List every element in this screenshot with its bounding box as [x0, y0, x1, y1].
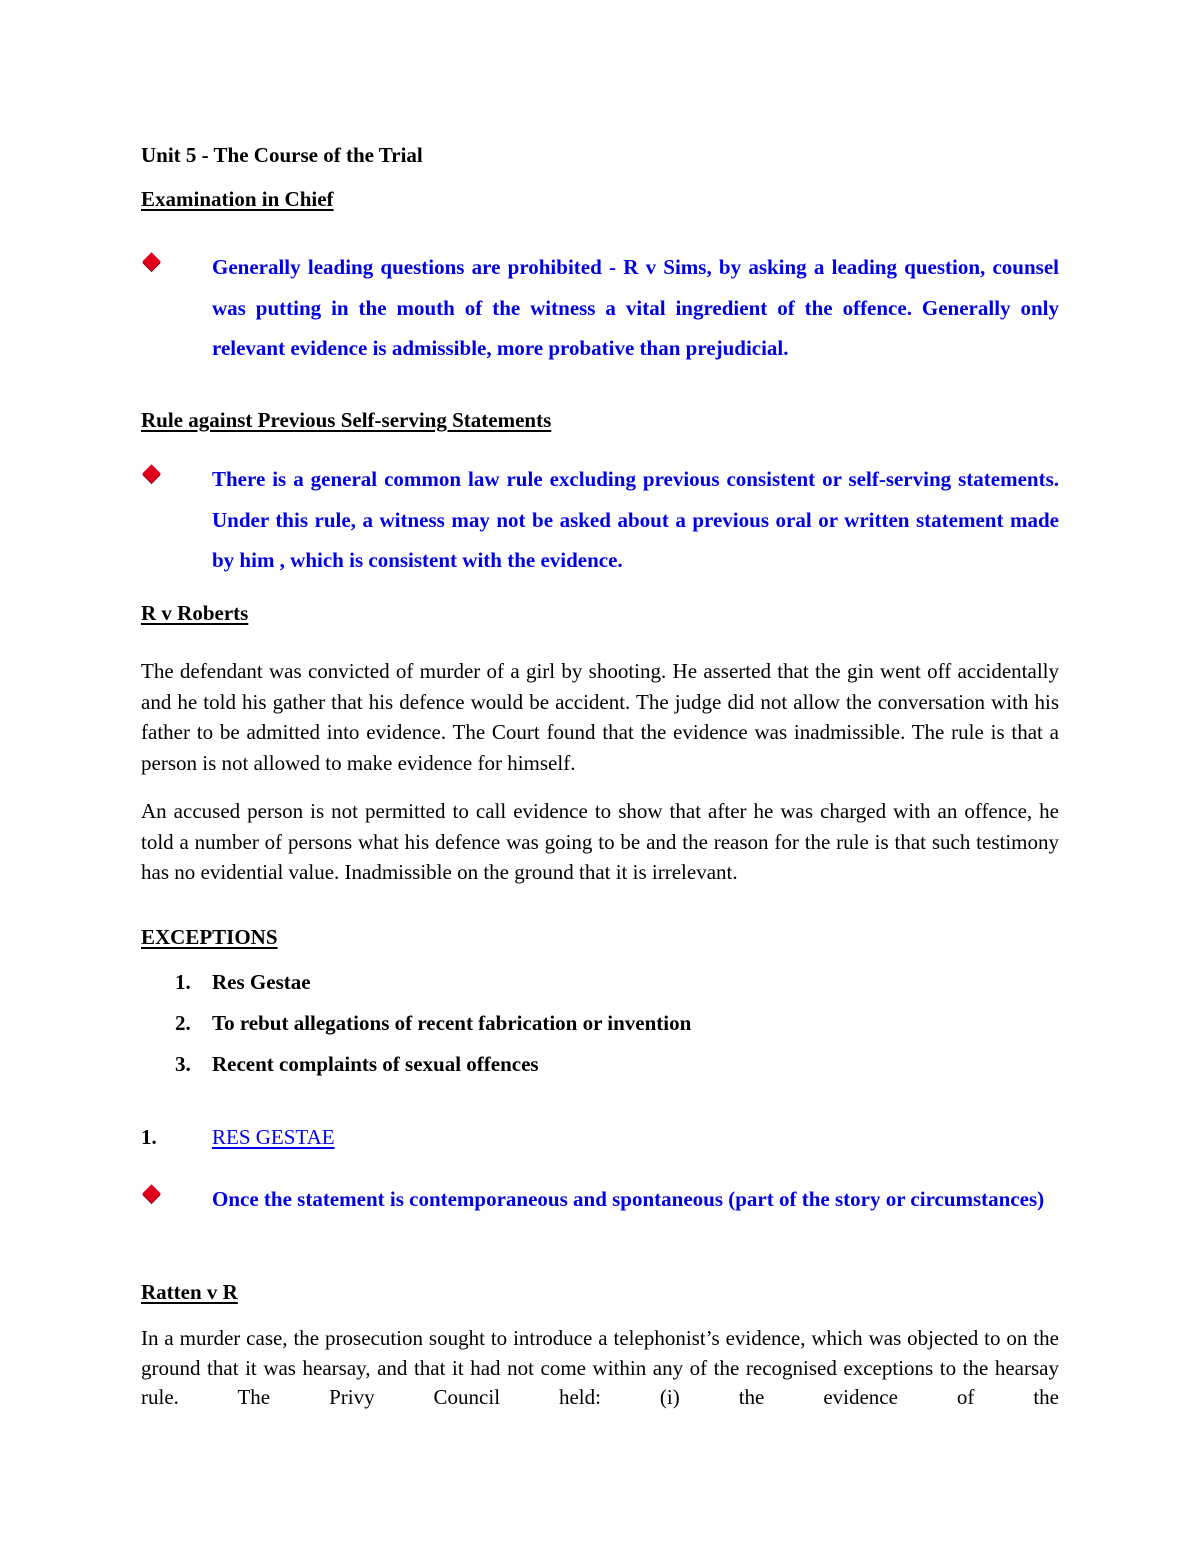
- bullet-text-leading-questions: Generally leading questions are prohibited - R v Sims, by asking a leading question, counsel was putting in the mouth of the witness a vital ingredient of the offence. Generally only relevant evidence is admissible, more probative than prejudicial.: [212, 255, 1059, 360]
- list-item-text: Recent complaints of sexual offences: [212, 1052, 539, 1076]
- red-diamond-bullet-icon: [142, 252, 160, 270]
- list-item: [141, 970, 841, 1011]
- paragraph-ratten-facts: In a murder case, the prosecution sought to introduce a telephonist’s evidence, which was objected to on the ground that it was hearsay, and that it had not come within any of the recognised exceptions to the hearsay rule. The Privy Council held: (i) the evidence of the: [141, 1326, 1059, 1409]
- red-diamond-bullet-icon: [142, 1184, 160, 1202]
- heading-examination-in-chief: Examination in Chief: [141, 187, 334, 211]
- list-item-text: To rebut allegations of recent fabrication or invention: [212, 1011, 692, 1035]
- section-title-res-gestae: RES GESTAE: [212, 1125, 335, 1149]
- list-item-number: 2.: [175, 1011, 191, 1035]
- heading-previous-self-serving: Rule against Previous Self-serving Statements: [141, 408, 552, 432]
- list-item-number: 3.: [175, 1052, 191, 1076]
- bullet-text-common-law-rule: There is a general common law rule excluding previous consistent or self-serving statements. Under this rule, a witness may not be asked about a previous oral or written statement made by him , which is consistent with the evidence.: [212, 467, 1059, 572]
- heading-exceptions: EXCEPTIONS: [141, 925, 278, 949]
- list-item-text: Res Gestae: [212, 970, 311, 994]
- paragraph-accused-evidence: An accused person is not permitted to call evidence to show that after he was charged with an offence, he told a number of persons what his defence was going to be and the reason for the rule is that such testimony has no evidential value. Inadmissible on the ground that it is irrelevant.: [141, 799, 1059, 884]
- paragraph-roberts-facts: The defendant was convicted of murder of a girl by shooting. He asserted that the gin went off accidentally and he told his gather that his defence would be accident. The judge did not allow the conversation with his father to be admitted into evidence. The Court found that the evidence was inadmissible. The rule is that a person is not allowed to make evidence for himself.: [141, 659, 1059, 775]
- list-item: [141, 1011, 841, 1052]
- exceptions-list: [141, 970, 841, 1093]
- bullet-text-contemporaneous: Once the statement is contemporaneous and spontaneous (part of the story or circumstances): [212, 1187, 1045, 1211]
- heading-ratten-v-r: Ratten v R: [141, 1280, 238, 1304]
- document-title: Unit 5 - The Course of the Trial: [141, 143, 423, 167]
- list-item-number: 1.: [175, 970, 191, 994]
- heading-r-v-roberts: R v Roberts: [141, 601, 249, 625]
- list-item: [141, 1052, 841, 1093]
- red-diamond-bullet-icon: [142, 464, 160, 482]
- section-number-res-gestae: 1.: [141, 1125, 157, 1149]
